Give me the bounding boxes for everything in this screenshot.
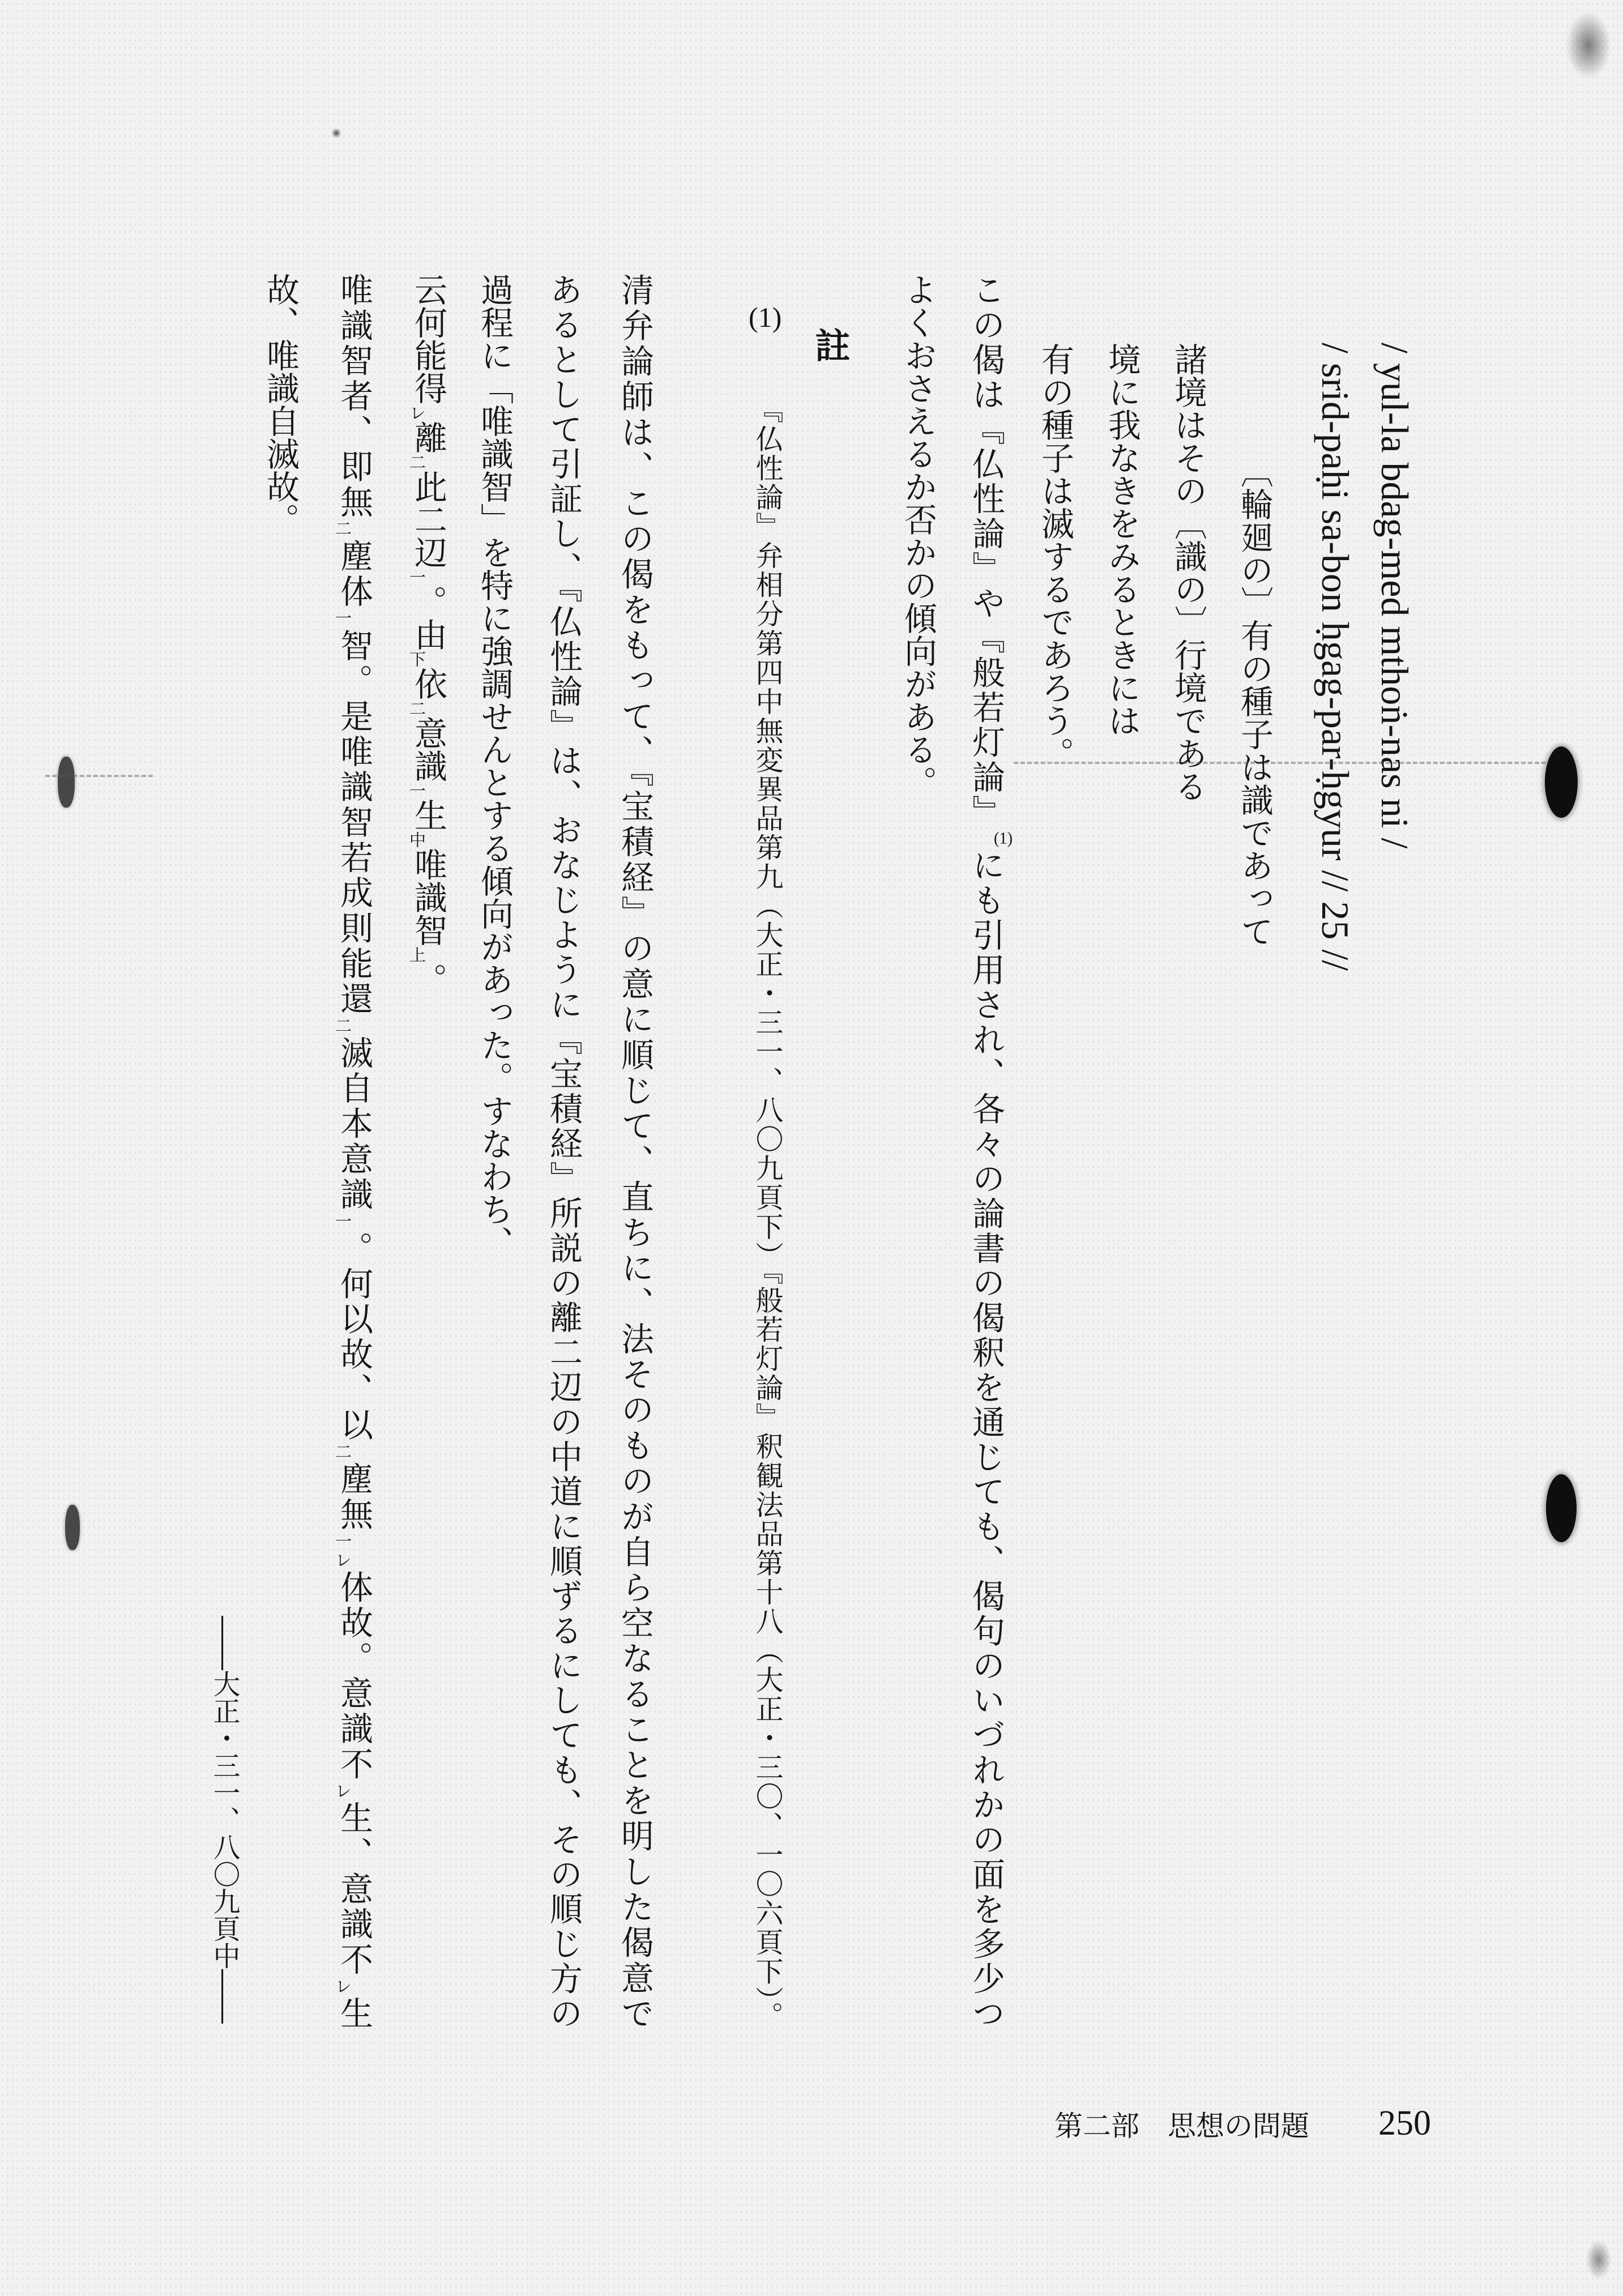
text-run: 意識	[409, 716, 447, 782]
kaeriten-mark: 中	[407, 831, 426, 848]
kaeriten-mark: 二	[407, 454, 426, 470]
text-run: 唯識智	[409, 848, 447, 946]
running-head: 第二部 思想の問題	[1054, 2110, 1309, 2143]
verse-translation-line-3: 境に我なきをみるときには	[1103, 343, 1141, 737]
text-run: 生	[409, 799, 447, 831]
kaeriten-mark: 二	[333, 1017, 352, 1036]
scan-mark-left-upper	[58, 757, 75, 808]
kaeriten-mark: 一	[333, 1212, 352, 1231]
scan-noise-bottom-right	[1586, 2240, 1612, 2280]
verse-translation-line-2: 諸境はその〔識の〕行境である	[1169, 343, 1207, 803]
kanbun-quotation-line-1	[400, 273, 456, 996]
text-run: 智。是唯識智若成則能還	[335, 628, 373, 1017]
kanbun-quotation-line-3	[252, 273, 309, 536]
note-number: (1)	[749, 301, 782, 333]
footnote-reference: (1)	[994, 829, 1013, 847]
kaeriten-mark: 一	[333, 609, 352, 629]
notes-heading: 註	[809, 327, 851, 362]
text-run: 生、意識不	[335, 1801, 373, 1978]
kaeriten-mark: 上	[407, 946, 426, 963]
scan-punch-hole-right-lower	[1546, 1474, 1577, 1542]
kaeriten-mark: 二	[333, 520, 352, 539]
scan-mark-left-lower	[65, 1505, 80, 1550]
note-text: 『仏性論』弁相分第四中無変異品第九（大正・三一、八〇九頁下）『般若灯論』釈観法品第十八（大正・三〇、一〇六頁下）。	[751, 395, 784, 2029]
scan-punch-hole-right-upper	[1545, 746, 1578, 818]
body-paragraph-line-1: 清弁論師は、この偈をもって、『宝積経』の意に順じて、直ちに、法そのものが自ら空なることを明した偈意で	[616, 273, 654, 2029]
scan-dot	[331, 128, 341, 138]
kaeriten-mark: 二	[407, 700, 426, 716]
text-run: この偈は『仏性論』や『般若灯論』	[967, 273, 1005, 830]
verse-translation-line-1: 〔輪廻の〕有の種子は識であって	[1235, 455, 1274, 948]
kaeriten-mark: レ	[333, 1782, 352, 1802]
kaeriten-mark: 一	[407, 569, 426, 585]
text-run: 体故。意識不	[335, 1570, 373, 1782]
verse-tibetan-line-2: / srid-paḥi sa-bon ḥgag-par-ḥgyur // 25 //	[1314, 343, 1357, 971]
scan-noise-top-right	[1566, 11, 1611, 79]
kaeriten-mark: 一	[407, 782, 426, 799]
body-paragraph-line-3: 過程に「唯識智」を特に強調せんとする傾向があった。すなわち、	[475, 273, 514, 1258]
verse-tibetan-line-1: / yul-la bdag-med mthoṅ-nas ni /	[1373, 343, 1416, 849]
text-run: 故、唯識自滅故。	[261, 273, 300, 536]
text-run: にも引用され、各々の論書の偈釈を通じても、偈句のいづれかの面を多少つ	[967, 848, 1005, 2030]
text-run: 唯識智者、即無	[335, 273, 373, 520]
text-run: 塵体	[335, 539, 373, 610]
scan-crease-line-left	[45, 775, 153, 777]
quotation-source: ――大正・三一、八〇九頁中――	[208, 1616, 240, 2024]
text-run: 。何以故、以	[335, 1231, 373, 1443]
text-run: 滅自本意識	[335, 1035, 373, 1213]
page-number: 250	[1378, 2104, 1431, 2143]
text-run: 塵無	[335, 1462, 373, 1533]
scan-crease-line-right	[1014, 762, 1546, 764]
kaeriten-mark: レ	[333, 1977, 352, 1997]
verse-translation-line-4: 有の種子は滅するであろう。	[1036, 343, 1074, 770]
commentary-line-2: よくおさえるか否かの傾向がある。	[899, 273, 937, 799]
kaeriten-mark: 二	[333, 1443, 352, 1462]
kaeriten-mark: 下	[407, 651, 426, 667]
kanbun-quotation-line-2	[326, 273, 382, 2029]
text-run: 依	[409, 667, 447, 700]
text-run: 生	[335, 1996, 373, 2030]
commentary-line-1	[958, 273, 1014, 2029]
text-run: 。	[409, 963, 447, 996]
text-run: 此二辺	[409, 470, 447, 569]
kaeriten-mark: レ	[407, 404, 426, 421]
kaeriten-mark: 一レ	[333, 1532, 352, 1571]
text-run: 離	[409, 421, 447, 454]
text-run: 云何能得	[409, 273, 447, 404]
text-run: 。由	[409, 585, 447, 651]
body-paragraph-line-2: あるとして引証し、『仏性論』は、おなじように『宝積経』所説の離二辺の中道に順ずるにしても、その順じ方の	[544, 273, 583, 2029]
